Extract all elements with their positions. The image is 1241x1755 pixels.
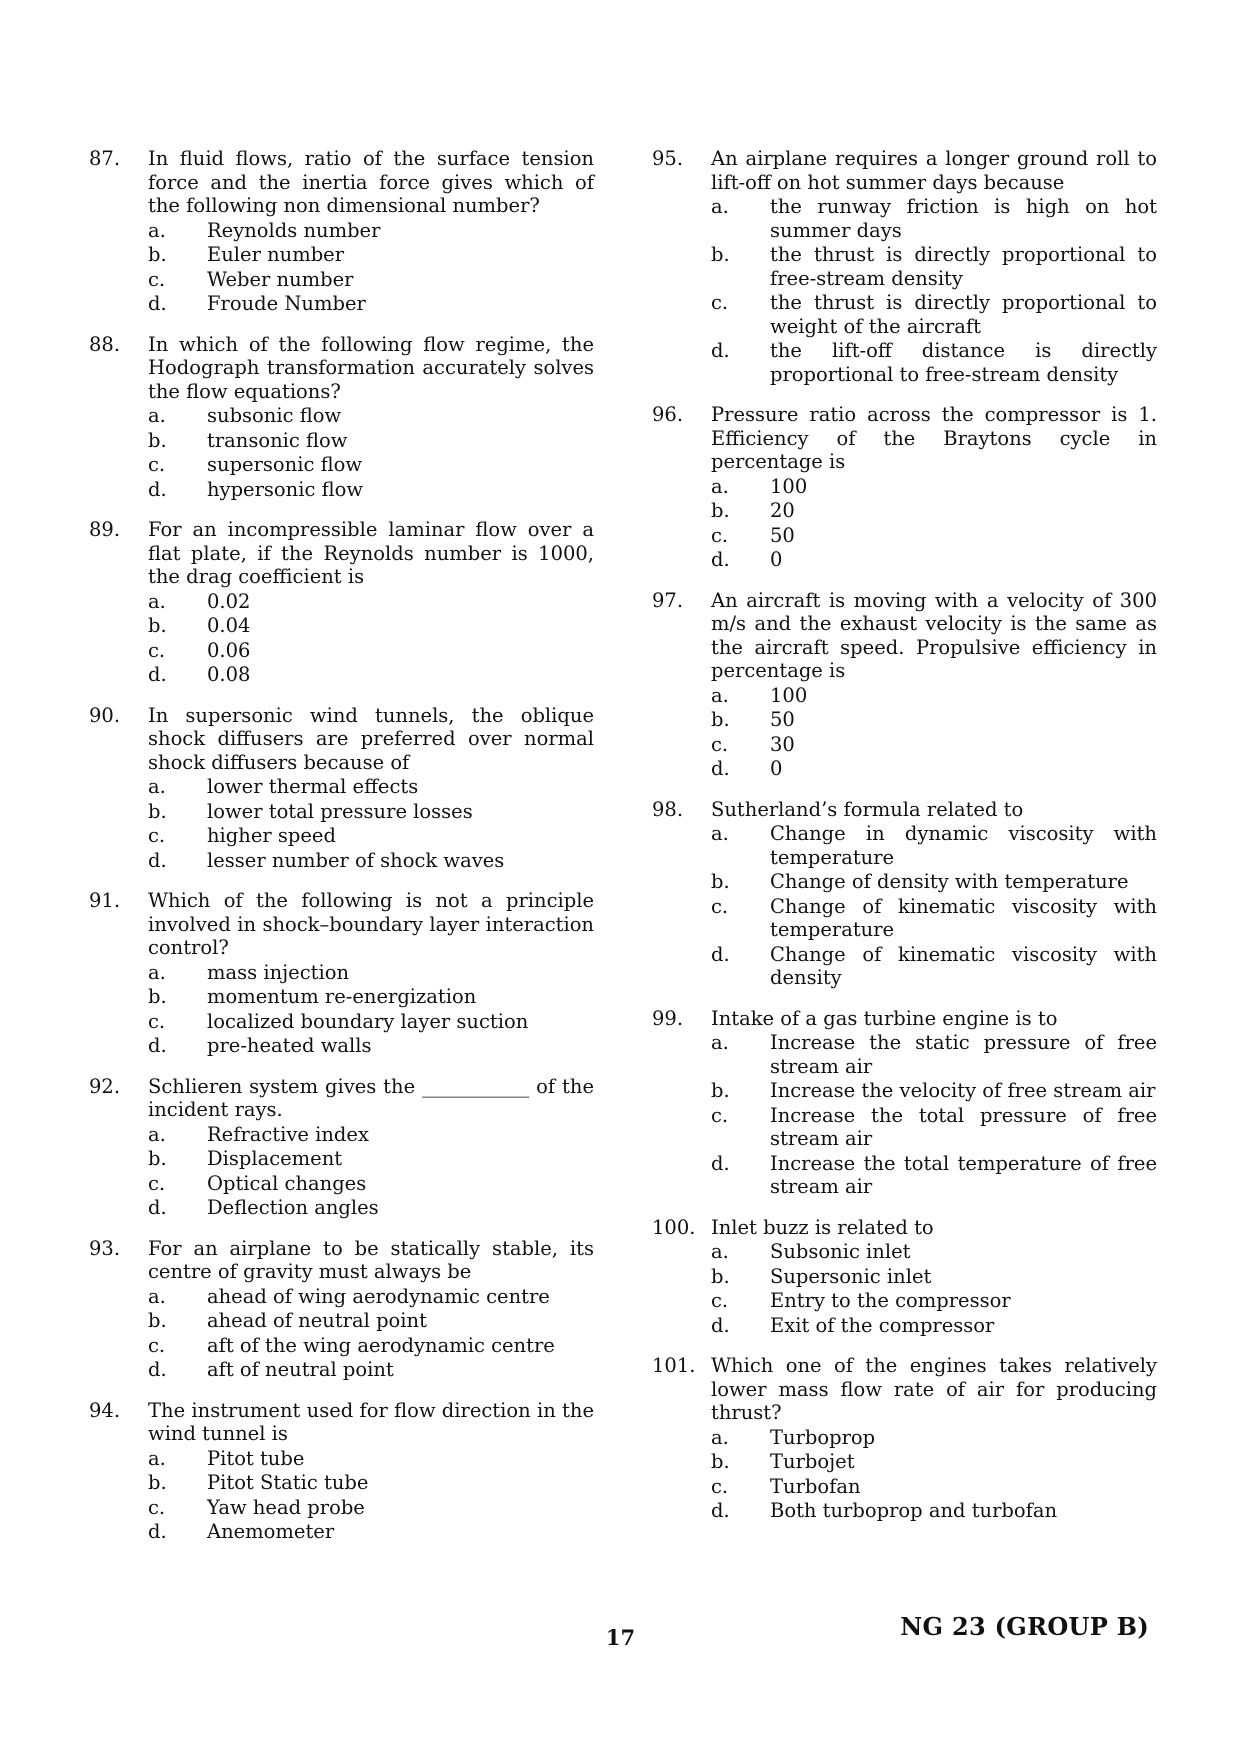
option-text: Increase the total pressure of free stream air bbox=[770, 1103, 1157, 1150]
option-text: lower total pressure losses bbox=[207, 799, 473, 823]
option bbox=[148, 1471, 594, 1495]
question-stem bbox=[89, 147, 594, 218]
option-letter: a. bbox=[711, 1031, 729, 1054]
question-text: Sutherland’s formula related to bbox=[711, 797, 1024, 821]
option-letter: a. bbox=[148, 1446, 166, 1470]
option bbox=[148, 429, 594, 453]
option-letter: c. bbox=[148, 638, 166, 662]
option-text: Increase the total temperature of free stream air bbox=[770, 1151, 1157, 1198]
option-letter: d. bbox=[711, 548, 730, 571]
option-letter: d. bbox=[148, 1034, 167, 1057]
question-stem bbox=[652, 1354, 1157, 1425]
option-list bbox=[711, 475, 1157, 572]
question bbox=[652, 589, 1157, 781]
option-text: Refractive index bbox=[207, 1122, 369, 1146]
option-text: ahead of neutral point bbox=[207, 1309, 427, 1332]
question bbox=[89, 704, 594, 873]
option bbox=[148, 292, 594, 316]
question-stem bbox=[652, 1007, 1157, 1031]
option-text: 50 bbox=[770, 523, 795, 547]
question-number: 87. bbox=[89, 147, 121, 170]
option-letter: c. bbox=[711, 732, 729, 756]
option-text: Change of kinematic viscosity with temperature bbox=[770, 894, 1157, 941]
option bbox=[711, 1499, 1157, 1523]
page-number: 17 bbox=[605, 1625, 636, 1650]
option-letter: d. bbox=[148, 292, 167, 315]
option-text: aft of the wing aerodynamic centre bbox=[207, 1333, 555, 1357]
option-text: momentum re-energization bbox=[207, 985, 477, 1008]
option bbox=[711, 1289, 1157, 1313]
option-letter: a. bbox=[148, 1284, 166, 1308]
option bbox=[711, 943, 1157, 990]
question bbox=[652, 147, 1157, 386]
option-letter: a. bbox=[711, 474, 729, 498]
option-text: Supersonic inlet bbox=[770, 1264, 932, 1288]
option-list bbox=[148, 404, 594, 501]
question-number: 100. bbox=[652, 1215, 696, 1239]
question-number: 99. bbox=[652, 1006, 684, 1030]
option-text: Turboprop bbox=[770, 1425, 876, 1449]
option bbox=[148, 404, 594, 428]
option-text: the lift-off distance is directly proportional to free-stream density bbox=[770, 339, 1157, 386]
question bbox=[652, 1354, 1157, 1523]
option-letter: c. bbox=[711, 894, 729, 918]
option-text: higher speed bbox=[207, 824, 336, 847]
option-text: Weber number bbox=[207, 267, 354, 291]
option bbox=[148, 775, 594, 799]
option-list bbox=[148, 775, 594, 872]
option-list bbox=[711, 195, 1157, 386]
option-text: 0.06 bbox=[207, 638, 251, 662]
question-stem bbox=[652, 403, 1157, 474]
option-letter: d. bbox=[148, 848, 167, 872]
option bbox=[148, 849, 594, 873]
option-text: ahead of wing aerodynamic centre bbox=[207, 1284, 550, 1308]
option-letter: a. bbox=[711, 195, 729, 218]
option-list bbox=[711, 1240, 1157, 1337]
option bbox=[711, 733, 1157, 757]
option bbox=[711, 243, 1157, 290]
option-letter: c. bbox=[711, 291, 729, 314]
option bbox=[148, 1334, 594, 1358]
question bbox=[89, 1399, 594, 1544]
option-text: Reynolds number bbox=[207, 218, 381, 242]
question-text: Which one of the engines takes relatively lower mass flow rate of air for producing thrust? bbox=[711, 1354, 1157, 1424]
option bbox=[148, 1285, 594, 1309]
option-letter: b. bbox=[148, 243, 167, 266]
question-stem bbox=[89, 889, 594, 960]
option-text: 100 bbox=[770, 683, 808, 707]
option-letter: c. bbox=[711, 1474, 729, 1498]
option-letter: b. bbox=[148, 799, 167, 823]
option bbox=[148, 824, 594, 848]
question-text: An airplane requires a longer ground roll to lift-off on hot summer days because bbox=[711, 147, 1157, 194]
option-letter: c. bbox=[148, 267, 166, 291]
option bbox=[148, 243, 594, 267]
question-text: Which of the following is not a principle involved in shock–boundary layer interaction control? bbox=[148, 889, 594, 959]
option bbox=[711, 1104, 1157, 1151]
option bbox=[148, 1123, 594, 1147]
option-text: 100 bbox=[770, 474, 808, 498]
option bbox=[148, 219, 594, 243]
option-letter: d. bbox=[148, 477, 167, 501]
question bbox=[89, 333, 594, 502]
question bbox=[89, 1237, 594, 1382]
option-letter: d. bbox=[711, 339, 730, 362]
question-text: Pressure ratio across the compressor is 1. Efficiency of the Braytons cycle in percentage is bbox=[711, 403, 1157, 473]
question-stem bbox=[652, 798, 1157, 822]
option bbox=[711, 1265, 1157, 1289]
option bbox=[148, 639, 594, 663]
option bbox=[711, 684, 1157, 708]
question bbox=[89, 518, 594, 687]
option-text: 50 bbox=[770, 708, 795, 731]
option-letter: a. bbox=[148, 218, 166, 242]
option-letter: d. bbox=[711, 1499, 730, 1522]
option-text: Deflection angles bbox=[207, 1196, 379, 1219]
paper-code: NG 23 (GROUP B) bbox=[900, 1612, 1149, 1641]
option-text: the runway friction is high on hot summer days bbox=[770, 195, 1157, 242]
option-letter: a. bbox=[711, 1240, 729, 1263]
option-text: Increase the static pressure of free stream air bbox=[770, 1031, 1157, 1078]
option-text: Change of density with temperature bbox=[770, 870, 1129, 893]
option-letter: a. bbox=[711, 683, 729, 707]
option bbox=[711, 757, 1157, 781]
option bbox=[711, 895, 1157, 942]
option-text: 0.02 bbox=[207, 589, 251, 613]
option-text: Exit of the compressor bbox=[770, 1313, 995, 1337]
option-text: Change in dynamic viscosity with temperature bbox=[770, 822, 1157, 869]
option-letter: b. bbox=[148, 428, 167, 452]
option-text: lower thermal effects bbox=[207, 775, 419, 798]
option bbox=[148, 985, 594, 1009]
option bbox=[711, 1450, 1157, 1474]
option-list bbox=[711, 822, 1157, 990]
option bbox=[711, 1314, 1157, 1338]
option-letter: c. bbox=[148, 1009, 166, 1033]
option bbox=[711, 870, 1157, 894]
option-text: aft of neutral point bbox=[207, 1358, 394, 1381]
option-letter: d. bbox=[711, 1313, 730, 1337]
question-stem bbox=[652, 1216, 1157, 1240]
option-letter: c. bbox=[148, 824, 166, 847]
question-number: 101. bbox=[652, 1354, 696, 1377]
option-text: 0 bbox=[770, 548, 783, 571]
option-letter: b. bbox=[711, 499, 730, 522]
option-text: the thrust is directly proportional to free-stream density bbox=[770, 243, 1157, 290]
option-letter: b. bbox=[711, 1079, 730, 1102]
option bbox=[148, 961, 594, 985]
right-column bbox=[652, 147, 1157, 1540]
option-letter: d. bbox=[711, 942, 730, 966]
option bbox=[148, 1147, 594, 1171]
option bbox=[711, 1240, 1157, 1264]
option bbox=[148, 800, 594, 824]
option-list bbox=[711, 1426, 1157, 1523]
question bbox=[89, 889, 594, 1058]
option bbox=[148, 268, 594, 292]
option-letter: a. bbox=[148, 775, 166, 798]
option-letter: b. bbox=[711, 1264, 730, 1288]
question-text: An aircraft is moving with a velocity of 300 m/s and the exhaust velocity is the same as the aircraft speed. Propulsive efficiency in percentage is bbox=[711, 588, 1157, 682]
option-list bbox=[148, 1285, 594, 1382]
question bbox=[652, 1216, 1157, 1338]
option-text: Subsonic inlet bbox=[770, 1240, 911, 1263]
question bbox=[89, 1075, 594, 1220]
question bbox=[652, 1007, 1157, 1199]
question-stem bbox=[89, 1399, 594, 1446]
option bbox=[148, 1172, 594, 1196]
option-letter: d. bbox=[148, 1358, 167, 1381]
question-number: 92. bbox=[89, 1074, 121, 1098]
option-letter: b. bbox=[148, 1471, 167, 1494]
question-text: In which of the following flow regime, the Hodograph transformation accurately solves the flow equations? bbox=[148, 332, 594, 403]
option bbox=[711, 1475, 1157, 1499]
option-text: Turbojet bbox=[770, 1450, 855, 1473]
option-letter: a. bbox=[711, 1425, 729, 1449]
question-number: 95. bbox=[652, 147, 684, 170]
option bbox=[148, 614, 594, 638]
option-text: 20 bbox=[770, 499, 795, 522]
question-text: Inlet buzz is related to bbox=[711, 1215, 934, 1239]
question-text: In supersonic wind tunnels, the oblique shock diffusers are preferred over normal shock diffusers because of bbox=[148, 703, 594, 774]
question-text: For an airplane to be statically stable, its centre of gravity must always be bbox=[148, 1236, 594, 1283]
option bbox=[148, 1309, 594, 1333]
option-text: subsonic flow bbox=[207, 404, 342, 427]
option-list bbox=[148, 590, 594, 687]
option-letter: b. bbox=[148, 1309, 167, 1332]
option bbox=[148, 1496, 594, 1520]
question-stem bbox=[89, 704, 594, 775]
option bbox=[148, 1358, 594, 1382]
question-text: In fluid flows, ratio of the surface tension force and the inertia force gives which of the following non dimensional number? bbox=[148, 147, 594, 217]
option-list bbox=[148, 1447, 594, 1544]
option bbox=[711, 499, 1157, 523]
option-text: Change of kinematic viscosity with density bbox=[770, 942, 1157, 989]
option-list bbox=[148, 1123, 594, 1220]
option-text: pre-heated walls bbox=[207, 1034, 372, 1057]
option-text: 0.04 bbox=[207, 614, 251, 637]
option-text: Both turboprop and turbofan bbox=[770, 1499, 1058, 1522]
option bbox=[711, 339, 1157, 386]
option-text: Displacement bbox=[207, 1147, 343, 1170]
question-number: 89. bbox=[89, 518, 121, 541]
option-text: Turbofan bbox=[770, 1474, 861, 1498]
question-text: Intake of a gas turbine engine is to bbox=[711, 1006, 1058, 1030]
option-text: Optical changes bbox=[207, 1171, 367, 1195]
option-letter: b. bbox=[711, 1450, 730, 1473]
option bbox=[711, 548, 1157, 572]
option bbox=[711, 708, 1157, 732]
option-letter: d. bbox=[148, 1196, 167, 1219]
option bbox=[148, 663, 594, 687]
option bbox=[711, 1426, 1157, 1450]
option bbox=[148, 453, 594, 477]
option-list bbox=[711, 684, 1157, 781]
option bbox=[148, 590, 594, 614]
option-letter: a. bbox=[148, 404, 166, 427]
option bbox=[148, 1034, 594, 1058]
option-letter: b. bbox=[711, 243, 730, 266]
option-letter: a. bbox=[148, 1122, 166, 1146]
option-letter: b. bbox=[711, 870, 730, 893]
question-number: 90. bbox=[89, 703, 121, 727]
option-list bbox=[148, 961, 594, 1058]
question-stem bbox=[89, 333, 594, 404]
option-text: Euler number bbox=[207, 243, 345, 266]
question-stem bbox=[89, 518, 594, 589]
option bbox=[148, 1447, 594, 1471]
option-letter: d. bbox=[711, 1151, 730, 1175]
option-letter: c. bbox=[711, 1103, 729, 1127]
option bbox=[711, 291, 1157, 338]
option-text: localized boundary layer suction bbox=[207, 1009, 529, 1033]
option-letter: a. bbox=[148, 589, 166, 613]
option-letter: b. bbox=[148, 985, 167, 1008]
option bbox=[148, 1520, 594, 1544]
option bbox=[711, 524, 1157, 548]
option-text: hypersonic flow bbox=[207, 477, 364, 501]
question-text: Schlieren system gives the ___________ of the incident rays. bbox=[148, 1074, 594, 1121]
option-text: supersonic flow bbox=[207, 453, 363, 476]
option bbox=[711, 1152, 1157, 1199]
option bbox=[711, 1031, 1157, 1078]
question-number: 94. bbox=[89, 1398, 121, 1422]
option-letter: a. bbox=[711, 822, 729, 845]
option-text: Anemometer bbox=[207, 1520, 335, 1543]
option-letter: a. bbox=[148, 960, 166, 984]
option-letter: c. bbox=[711, 523, 729, 547]
question-number: 93. bbox=[89, 1236, 121, 1260]
option bbox=[148, 1010, 594, 1034]
option bbox=[148, 478, 594, 502]
option-text: Yaw head probe bbox=[207, 1495, 365, 1519]
option bbox=[148, 1196, 594, 1220]
option-letter: d. bbox=[711, 757, 730, 780]
option-letter: c. bbox=[148, 1333, 166, 1357]
question-text: The instrument used for flow direction in the wind tunnel is bbox=[148, 1398, 594, 1445]
question bbox=[652, 403, 1157, 572]
option-text: Froude Number bbox=[207, 292, 366, 315]
option-text: the thrust is directly proportional to weight of the aircraft bbox=[770, 291, 1157, 338]
question-stem bbox=[652, 147, 1157, 194]
option-letter: c. bbox=[148, 1171, 166, 1195]
option-letter: d. bbox=[148, 1520, 167, 1543]
left-column bbox=[89, 147, 594, 1561]
question-stem bbox=[89, 1237, 594, 1284]
option-text: transonic flow bbox=[207, 428, 348, 452]
option-text: Increase the velocity of free stream air bbox=[770, 1079, 1156, 1102]
question bbox=[652, 798, 1157, 990]
question-number: 88. bbox=[89, 332, 121, 356]
question-number: 96. bbox=[652, 403, 684, 426]
question-number: 97. bbox=[652, 588, 684, 612]
question-number: 98. bbox=[652, 797, 684, 821]
option-text: Entry to the compressor bbox=[770, 1289, 1011, 1312]
option-text: Pitot Static tube bbox=[207, 1471, 369, 1494]
option-letter: c. bbox=[711, 1289, 729, 1312]
option-letter: d. bbox=[148, 663, 167, 686]
option-text: 0 bbox=[770, 757, 783, 780]
option-text: Pitot tube bbox=[207, 1446, 305, 1470]
option-letter: c. bbox=[148, 453, 166, 476]
question-number: 91. bbox=[89, 889, 121, 912]
option-letter: c. bbox=[148, 1495, 166, 1519]
option-text: 0.08 bbox=[207, 663, 251, 686]
option-text: mass injection bbox=[207, 960, 350, 984]
option-letter: b. bbox=[148, 1147, 167, 1170]
option-letter: b. bbox=[148, 614, 167, 637]
option-list bbox=[711, 1031, 1157, 1199]
question-text: For an incompressible laminar flow over a flat plate, if the Reynolds number is 1000, the drag coefficient is bbox=[148, 518, 594, 588]
question-stem bbox=[89, 1075, 594, 1122]
option bbox=[711, 195, 1157, 242]
option-text: 30 bbox=[770, 732, 795, 756]
option bbox=[711, 1079, 1157, 1103]
option-list bbox=[148, 219, 594, 316]
option-text: lesser number of shock waves bbox=[207, 848, 505, 872]
question-stem bbox=[652, 589, 1157, 683]
question bbox=[89, 147, 594, 316]
option bbox=[711, 822, 1157, 869]
option bbox=[711, 475, 1157, 499]
option-letter: b. bbox=[711, 708, 730, 731]
